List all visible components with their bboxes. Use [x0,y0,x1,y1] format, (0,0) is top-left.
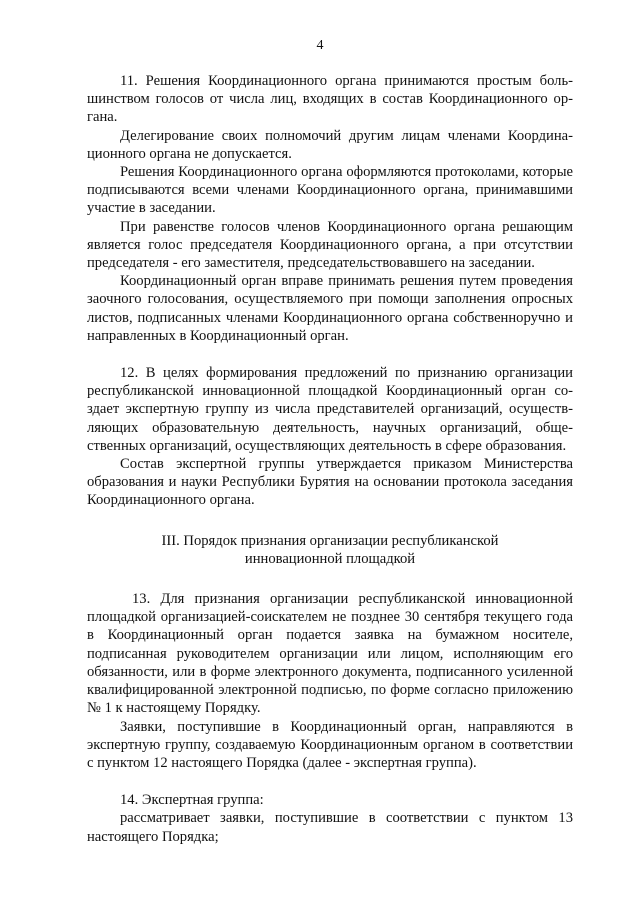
paragraph-applications-forwarded: Заявки, поступившие в Координационный орган, направляются в экспертную группу, создаваемую Координационным органом в соответствии с пунктом 12 настоящего Порядка (далее - экспертная группа). [87,718,573,771]
section-heading-line-1: III. Порядок признания организации республиканской [161,532,499,549]
paragraph-absentee-vote: Координационный орган вправе принимать решения путем проведения заочного голосования, осуществляемого при помощи заполнения опросных листов, подписанных членами Координационного органа собственноручно и направленных в Координационный орган. [87,273,573,344]
page-number: 4 [316,38,324,53]
paragraph-protocols: Решения Координационного органа оформляются протоколами, которые подписываются всеми членами Координационного органа, принимавшими участие в заседании. [87,164,573,217]
paragraph-expert-group-reviews: рассматривает заявки, поступившие в соответствии с пунктом 13 настоящего Порядка; [87,810,573,845]
paragraph-item-12: 12. В целях формирования предложений по признанию организации республиканской инновационной площадкой Координационный орган создает экспертную группу из числа представителей организаций, осуществляющих образовательную деятельность, научных организаций, общественных организаций, осуществляющих деятельность в сфере образования. [87,365,573,454]
paragraph-item-11: 11. Решения Координационного органа принимаются простым большинством голосов от числа лиц, входящих в состав Координационного органа. [87,73,573,126]
item-11-block [87,72,573,846]
paragraph-tie-vote: При равенстве голосов членов Координационного органа решающим является голос председателя Координационного органа, а при отсутствии председателя - его заместителя, председательствовавшего на заседании. [87,218,573,272]
section-heading-line-2: инновационной площадкой [244,550,416,567]
paragraph-expert-group-composition: Состав экспертной группы утверждается приказом Министерства образования и науки Республики Бурятия на основании протокола заседания Координационного органа. [87,456,573,509]
paragraph-item-14: 14. Экспертная группа: [120,792,264,809]
paragraph-delegation: Делегирование своих полномочий другим лицам членами Координационного органа не допускается. [87,127,573,162]
section-heading [87,532,573,568]
paragraph-item-13: 13. Для признания организации республиканской инновационной площадкой организацией-соискателем не позднее 30 сентября текущего года в Координационный орган подается заявка на бумажном носителе, подписанная руководителем организации или лицом, исполняющим его обязанности, или в форме электронного документа, подписанного усиленной квалифицированной электронной подписью, по форме согласно приложению № 1 к настоящему Порядку. [87,591,573,717]
